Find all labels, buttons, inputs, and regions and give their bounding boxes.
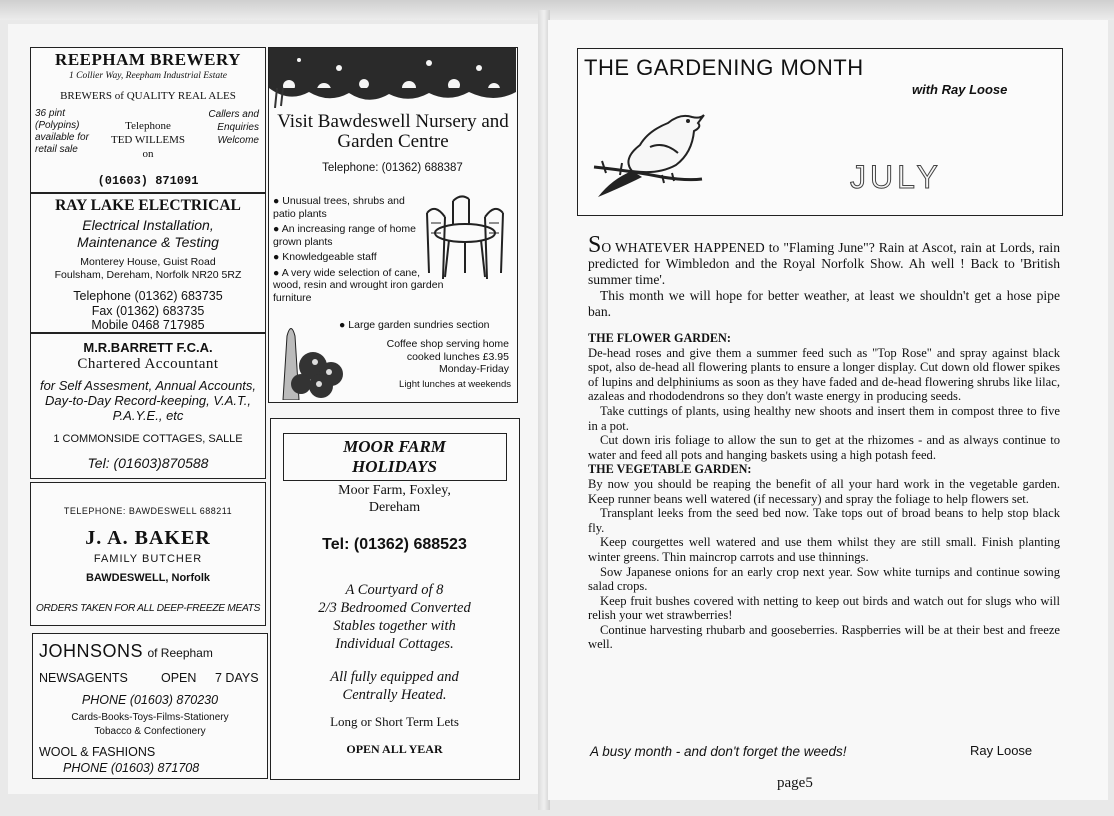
johnsons-days: 7 DAYS — [215, 671, 259, 685]
veg-para-6: Continue harvesting rhubarb and gooseberries. Raspberries will be at their best and freeze well. — [588, 622, 1060, 652]
nursery-bullets — [273, 195, 444, 304]
ad-johnsons — [32, 633, 268, 779]
moor-farm-lets: Long or Short Term Lets — [330, 714, 459, 729]
nursery-bullet-4: ● A very wide selection of cane, wood, resin and wrought iron garden furniture — [273, 266, 444, 304]
moor-farm-desc1: A Courtyard of 8 — [345, 582, 444, 598]
tree-canopy-illustration — [269, 48, 516, 108]
bird-illustration — [592, 101, 712, 201]
johnsons-of-reepham: of Reepham — [147, 646, 213, 660]
ray-lake-line2: Maintenance & Testing — [77, 234, 219, 250]
moor-farm-equip2: Centrally Heated. — [342, 687, 447, 703]
ray-lake-fax: Fax (01362) 683735 — [91, 304, 205, 318]
veg-para-3: Keep courgettes well watered and use them whilst they are still small. Finish planting winter greens. Thin maincrop carrots and use thinnings. — [588, 535, 1060, 564]
ad-mr-barrett — [30, 333, 266, 479]
baker-trade: FAMILY BUTCHER — [93, 553, 203, 565]
johnsons-phone2: PHONE (01603) 871708 — [63, 761, 200, 775]
ray-lake-name: RAY LAKE ELECTRICAL — [55, 197, 241, 214]
article-title: THE GARDENING MONTH — [584, 55, 864, 80]
barrett-services: for Self Assesment, Annual Accounts, Day-to-Day Record-keeping, V.A.T., P.A.Y.E., etc — [39, 378, 257, 423]
johnsons-goods2: Tobacco & Confectionery — [94, 726, 206, 737]
page-number: page5 — [777, 775, 813, 791]
veg-para-1: By now you should be reaping the benefit of all your hard work in the vegetable garden. Keep runner beans well watered (if necessary) and spray the foliage to help flowers set. — [588, 476, 1060, 506]
brewery-callers-note: Callers and Enquiries Welcome — [208, 109, 259, 146]
brewery-name: REEPHAM BREWERY — [55, 50, 241, 69]
johnsons-wool: WOOL & FASHIONS — [39, 745, 156, 759]
flower-para-1: De-head roses and give them a summer feed such as "Top Rose" and spray against black spot, also de-head all flowering plants to ensure a longer display. Cut down old flower spikes of lupins and delphiniums as soon as they have faded and de-head flowering shrubs like lilac, azaleas and rhododendrons so they don't waste energy in producing seeds. — [588, 345, 1060, 404]
veg-para-5: Keep fruit bushes covered with netting to keep out birds and watch out for slugs who will relish your wet strawberries! — [588, 593, 1060, 623]
barrett-tel: Tel: (01603)870588 — [87, 455, 209, 471]
article-byline: with Ray Loose — [912, 82, 1008, 97]
nursery-coffee-shop: Coffee shop serving home cooked lunches £3.95 Monday-Friday — [386, 338, 509, 375]
johnsons-name-line — [39, 641, 265, 662]
ray-lake-address2: Foulsham, Dereham, Norfolk NR20 5RZ — [54, 269, 242, 281]
barrett-title: Chartered Accountant — [77, 356, 219, 372]
moor-farm-title-box — [283, 433, 507, 481]
nursery-light-lunches: Light lunches at weekends — [399, 379, 511, 390]
moor-farm-title1: MOOR FARM — [343, 437, 446, 456]
brewery-tagline: BREWERS of QUALITY REAL ALES — [60, 90, 236, 102]
article-body — [588, 232, 1060, 652]
ad-moor-farm — [270, 418, 520, 780]
scan-edge — [0, 0, 1114, 20]
ad-ray-lake-electrical — [30, 193, 266, 333]
moor-farm-tel: Tel: (01362) 688523 — [322, 536, 467, 553]
nursery-telephone: Telephone: (01362) 688387 — [322, 162, 463, 174]
ad-bawdeswell-nursery — [268, 47, 518, 403]
baker-place: BAWDESWELL, Norfolk — [85, 572, 211, 584]
moor-farm-open: OPEN ALL YEAR — [346, 742, 443, 756]
moor-farm-address2: Dereham — [368, 500, 421, 515]
vegetable-garden-heading: THE VEGETABLE GARDEN: — [588, 462, 752, 477]
brewery-contact: TED WILLEMS — [110, 134, 186, 146]
article-intro: SO WHATEVER HAPPENED to "Flaming June"? Rain at Ascot, rain at Lords, rain predicted for Wimbledon and the Royal Norfolk Show. Ah well ! Back to 'British summer time'. — [588, 232, 1060, 287]
brewery-polypins-note: 36 pint (Polypins) available for retail sale — [35, 108, 89, 155]
johnsons-name: JOHNSONS — [39, 641, 144, 661]
plants-illustration — [273, 316, 349, 400]
article-author: Ray Loose — [970, 743, 1033, 758]
veg-para-2: Transplant leeks from the seed bed now. Take tops out of broad beans to help stop black fly. — [588, 506, 1060, 535]
brewery-phone: (01603) 871091 — [97, 174, 199, 188]
brewery-telephone-label: Telephone — [125, 120, 171, 132]
ray-lake-mobile: Mobile 0468 717985 — [91, 318, 205, 332]
moor-farm-desc4: Individual Cottages. — [335, 636, 454, 652]
article-signoff: A busy month - and don't forget the weeds! — [590, 744, 847, 759]
ray-lake-telephone: Telephone (01362) 683735 — [73, 289, 223, 303]
ad-reepham-brewery — [30, 47, 266, 193]
johnsons-phone1: PHONE (01603) 870230 — [81, 693, 219, 707]
nursery-bullet-3: ● Knowledgeable staff — [273, 251, 377, 263]
baker-orders: ORDERS TAKEN FOR ALL DEEP-FREEZE MEATS — [35, 603, 261, 614]
ray-lake-address1: Monterey House, Guist Road — [80, 256, 216, 268]
moor-farm-address1: Moor Farm, Foxley, — [338, 483, 451, 498]
moor-farm-desc2: 2/3 Bedroomed Converted — [318, 600, 471, 616]
brewery-on: on — [142, 148, 154, 160]
nursery-bullet-2: ● An increasing range of home grown plants — [273, 223, 416, 248]
flower-para-3: Cut down iris foliage to allow the sun to get at the rhizomes - and as always continue to water and feed all pots and hanging baskets using a high potash feed. — [588, 433, 1060, 462]
johnsons-newsagents: NEWSAGENTS — [39, 671, 128, 685]
moor-farm-equip1: All fully equipped and — [330, 669, 459, 685]
johnsons-goods: Cards-Books-Toys-Films-Stationery — [71, 712, 229, 723]
nursery-title: Visit Bawdeswell Nursery and Garden Centre — [277, 111, 509, 152]
flower-garden-heading: THE FLOWER GARDEN: — [588, 331, 731, 345]
barrett-name: M.R.BARRETT F.C.A. — [83, 340, 213, 355]
article-header-box — [577, 48, 1063, 216]
ray-lake-line1: Electrical Installation, — [82, 217, 214, 233]
garden-furniture-illustration — [419, 193, 511, 281]
nursery-large-sundries: ● Large garden sundries section — [339, 319, 490, 331]
nursery-bullet-1: ● Unusual trees, shrubs and patio plants — [273, 195, 405, 220]
brewery-address: 1 Collier Way, Reepham Industrial Estate — [69, 71, 227, 81]
johnsons-open: OPEN — [161, 671, 197, 685]
article-intro2: This month we will hope for better weather, at least we shouldn't get a hose pipe ban. — [588, 288, 1060, 319]
baker-telephone: TELEPHONE: BAWDESWELL 688211 — [63, 506, 233, 516]
moor-farm-desc3: Stables together with — [333, 618, 456, 634]
baker-name: J. A. BAKER — [85, 527, 211, 549]
barrett-address: 1 COMMONSIDE COTTAGES, SALLE — [53, 433, 243, 445]
flower-para-2: Take cuttings of plants, using healthy new shoots and insert them in compost three to five in a pot. — [588, 403, 1060, 433]
month-label: JULY — [850, 159, 942, 195]
drop-cap: S — [588, 232, 602, 258]
ad-ja-baker — [30, 482, 266, 626]
veg-para-4: Sow Japanese onions for an early crop next year. Sow white turnips and continue sowing salad crops. — [588, 564, 1060, 594]
moor-farm-title2: HOLIDAYS — [351, 457, 438, 476]
